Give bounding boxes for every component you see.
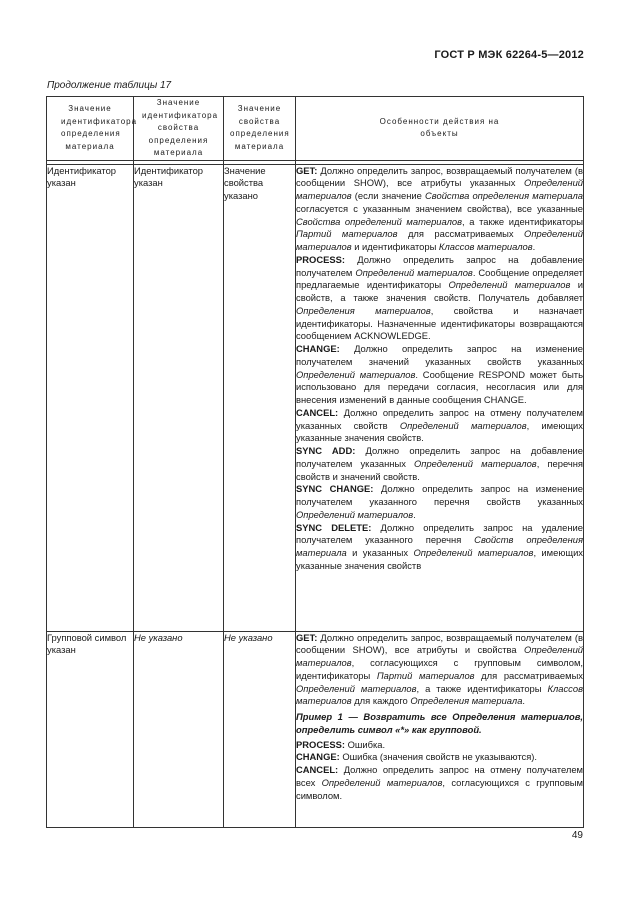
- row2-def-id: Групповой символ указан: [47, 631, 134, 827]
- row2-prop-value: Не указано: [224, 631, 296, 827]
- col-header-3: Значение свойства определения материала: [224, 97, 296, 161]
- row2-prop-id: Не указано: [134, 631, 224, 827]
- col-header-1: Значение идентификатора определения материала: [47, 97, 134, 161]
- table-row: [47, 164, 584, 631]
- row1-def-id: Идентификатор указан: [47, 164, 134, 631]
- row1-prop-id: Идентификатор указан: [134, 164, 224, 631]
- table-header-row: [47, 97, 584, 161]
- col-header-2: Значение идентификатора свойства определения материала: [134, 97, 224, 161]
- row2-description: GET: Должно определить запрос, возвращаемый получателем (в сообщении SHOW), все атрибуты и свойства Определений материалов, согласующихся с групповым символом, идентификаторы Партий материалов для рассматриваемых Определений материалов, а также идентификаторы Классов материалов для каждого Определения материала. Пример 1 — Возвратить все Определения материалов, определить символ «*» как групповой. PROCESS: Ошибка. CHANGE: Ошибка (значения свойств не указываются). CANCEL: Должно определить запрос на отмену получателем всех Определений материалов, согласующихся с групповым символом.: [296, 631, 584, 827]
- row1-description: GET: Должно определить запрос, возвращаемый получателем (в сообщении SHOW), все атрибуты указанных Определений материалов (если значение Свойства определения материала согласуется с указанным значением свойства), все указанные Свойства определений материалов, а также идентификаторы Партий материалов для рассматриваемых Определений материалов и идентификаторы Классов материалов. PROCESS: Должно определить запрос на добавление получателем Определений материалов. Сообщение определяет предлагаемые идентификаторы Определений материалов и свойств, а также значения свойств. Получатель добавляет Определения материалов, свойства и назначает идентификаторы. Назначенные идентификаторы возвращаются сообщением ACKNOWLEDGE. CHANGE: Должно определить запрос на изменение получателем значений указанных свойств указанных Определений материалов. Сообщение RESPOND может быть использовано для передачи согласия, несогласия или для внесения изменений в данные сообщения CHANGE. CANCEL: Должно определить запрос на отмену получателем указанных свойств Определений материалов, имеющих указанные значения свойств. SYNC ADD: Должно определить запрос на добавление получателем указанных Определений материалов, перечня свойств и значений свойств. SYNC CHANGE: Должно определить запрос на изменение получателем указанного перечня свойств указанных Определений материалов. SYNC DELETE: Должно определить запрос на удаление получателем указанного перечня Свойств определения материала и указанных Определений материалов, имеющих указанные значения свойств: [296, 164, 584, 631]
- table-caption: Продолжение таблицы 17: [47, 80, 172, 91]
- standard-header: ГОСТ Р МЭК 62264-5—2012: [434, 49, 584, 61]
- properties-table: [46, 96, 584, 828]
- table-row: [47, 631, 584, 827]
- col-header-4: Особенности действия на объекты: [296, 97, 584, 161]
- page-number: 49: [571, 830, 583, 841]
- row1-prop-value: Значение свойства указано: [224, 164, 296, 631]
